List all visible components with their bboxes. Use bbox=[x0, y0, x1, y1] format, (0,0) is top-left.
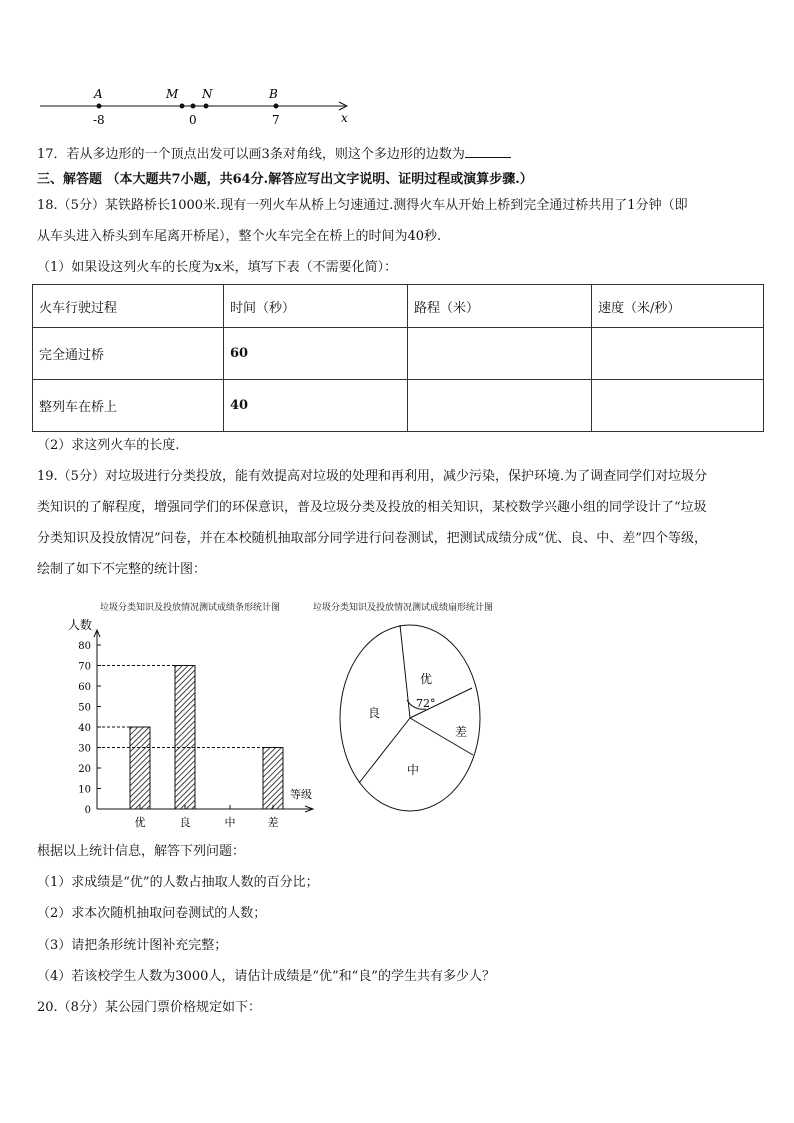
question-18-line2: 从车头进入桥头到车尾离开桥尾），整个火车完全在桥上的时间为40秒. bbox=[37, 229, 442, 244]
bar-chart bbox=[60, 612, 330, 834]
table-header-cell: 路程（米） bbox=[408, 285, 592, 328]
pie-label-liang: 良 bbox=[368, 706, 381, 720]
number-line bbox=[35, 84, 365, 128]
x-tick-label: 优 bbox=[134, 816, 146, 829]
pie-label-you: 优 bbox=[420, 672, 433, 686]
label-m: M bbox=[166, 87, 179, 101]
point-b bbox=[274, 104, 279, 109]
y-tick-label: 20 bbox=[78, 764, 91, 775]
table-row bbox=[33, 328, 764, 380]
label-b: B bbox=[269, 87, 278, 101]
x-axis-label: 等级 bbox=[290, 788, 312, 801]
question-19-line3: 分类知识及投放情况”问卷，并在本校随机抽取部分同学进行问卷测试，把测试成绩分成“优、良、中、差”四个等级， bbox=[37, 531, 707, 546]
label-n: N bbox=[202, 87, 213, 101]
angle-label: 72° bbox=[416, 697, 436, 710]
bar-chart-title: 垃圾分类知识及投放情况测试成绩条形统计图 bbox=[100, 603, 281, 613]
label-a: A bbox=[94, 87, 103, 101]
pie-label-zhong: 中 bbox=[407, 763, 420, 777]
y-tick-label: 0 bbox=[84, 805, 91, 816]
question-19-sub4: （4）若该校学生人数为3000人，请估计成绩是“优”和“良”的学生共有多少人？ bbox=[37, 969, 495, 984]
y-tick-label: 30 bbox=[78, 743, 91, 755]
value-b: 7 bbox=[272, 113, 280, 127]
table-header-cell: 火车行驶过程 bbox=[33, 285, 224, 328]
table-cell: 60 bbox=[224, 328, 408, 380]
pie-label-cha: 差 bbox=[455, 725, 468, 739]
section-heading: 三、解答题 （本大题共7小题，共64分.解答应写出文字说明、证明过程或演算步骤.） bbox=[37, 172, 533, 187]
y-tick-label: 10 bbox=[78, 784, 91, 796]
table-cell-empty[interactable] bbox=[592, 328, 764, 380]
point-n bbox=[204, 104, 209, 109]
point-zero bbox=[191, 104, 196, 109]
answer-blank[interactable] bbox=[465, 145, 511, 158]
point-a bbox=[97, 104, 102, 109]
table-row bbox=[33, 380, 764, 432]
axis-label-x: x bbox=[341, 111, 348, 125]
question-19-sub3: （3）请把条形统计图补充完整； bbox=[37, 938, 228, 953]
point-m bbox=[180, 104, 185, 109]
table-header-cell: 速度（米/秒） bbox=[592, 285, 764, 328]
value-a: -8 bbox=[93, 113, 105, 127]
question-19-line2: 类知识的了解程度，增强同学们的环保意识，普及垃圾分类及投放的相关知识，某校数学兴趣小组的同学设计了“垃圾 bbox=[37, 500, 707, 515]
table-cell-empty[interactable] bbox=[408, 328, 592, 380]
x-tick-label: 中 bbox=[224, 816, 236, 829]
question-17-text: 17．若从多边形的一个顶点出发可以画3条对角线，则这个多边形的边数为 bbox=[37, 147, 465, 162]
y-tick-label: 80 bbox=[78, 641, 91, 652]
bar bbox=[175, 666, 195, 810]
y-axis-label: 人数 bbox=[68, 618, 93, 632]
question-18-line1: 18.（5分）某铁路桥长1000米.现有一列火车从桥上匀速通过.测得火车从开始上桥到完全通过桥共用了1分钟（即 bbox=[37, 198, 688, 213]
question-18-sub1: （1）如果设这列火车的长度为x米，填写下表（不需要化简）： bbox=[37, 260, 398, 275]
x-tick-label: 差 bbox=[267, 816, 279, 829]
table-cell-empty[interactable] bbox=[408, 380, 592, 432]
y-tick-label: 50 bbox=[78, 702, 91, 714]
pie-chart-title: 垃圾分类知识及投放情况测试成绩扇形统计图 bbox=[313, 603, 494, 613]
y-tick-label: 70 bbox=[78, 661, 91, 673]
question-19-line1: 19.（5分）对垃圾进行分类投放，能有效提高对垃圾的处理和再利用，减少污染，保护环境.为了调查同学们对垃圾分 bbox=[37, 469, 708, 484]
question-18-sub2: （2）求这列火车的长度. bbox=[37, 438, 180, 453]
y-tick-label: 60 bbox=[78, 682, 91, 693]
bar bbox=[130, 727, 150, 809]
train-table bbox=[32, 284, 764, 432]
question-19-sub1: （1）求成绩是“优”的人数占抽取人数的百分比； bbox=[37, 875, 319, 890]
value-zero: 0 bbox=[189, 113, 197, 127]
question-19-sub2: （2）求本次随机抽取问卷测试的人数； bbox=[37, 906, 267, 921]
x-tick-label: 良 bbox=[179, 816, 191, 829]
table-header-cell: 时间（秒） bbox=[224, 285, 408, 328]
table-cell: 完全通过桥 bbox=[33, 328, 224, 380]
y-tick-label: 40 bbox=[78, 723, 91, 734]
question-19-line4: 绘制了如下不完整的统计图： bbox=[37, 562, 207, 577]
table-cell-empty[interactable] bbox=[592, 380, 764, 432]
question-17 bbox=[37, 145, 511, 164]
question-20: 20.（8分）某公园门票价格规定如下： bbox=[37, 1000, 261, 1015]
table-cell: 40 bbox=[224, 380, 408, 432]
bar bbox=[263, 748, 283, 810]
table-header-row bbox=[33, 285, 764, 328]
table-cell: 整列车在桥上 bbox=[33, 380, 224, 432]
pie-chart bbox=[335, 612, 490, 822]
question-19-after: 根据以上统计信息，解答下列问题： bbox=[37, 844, 246, 859]
